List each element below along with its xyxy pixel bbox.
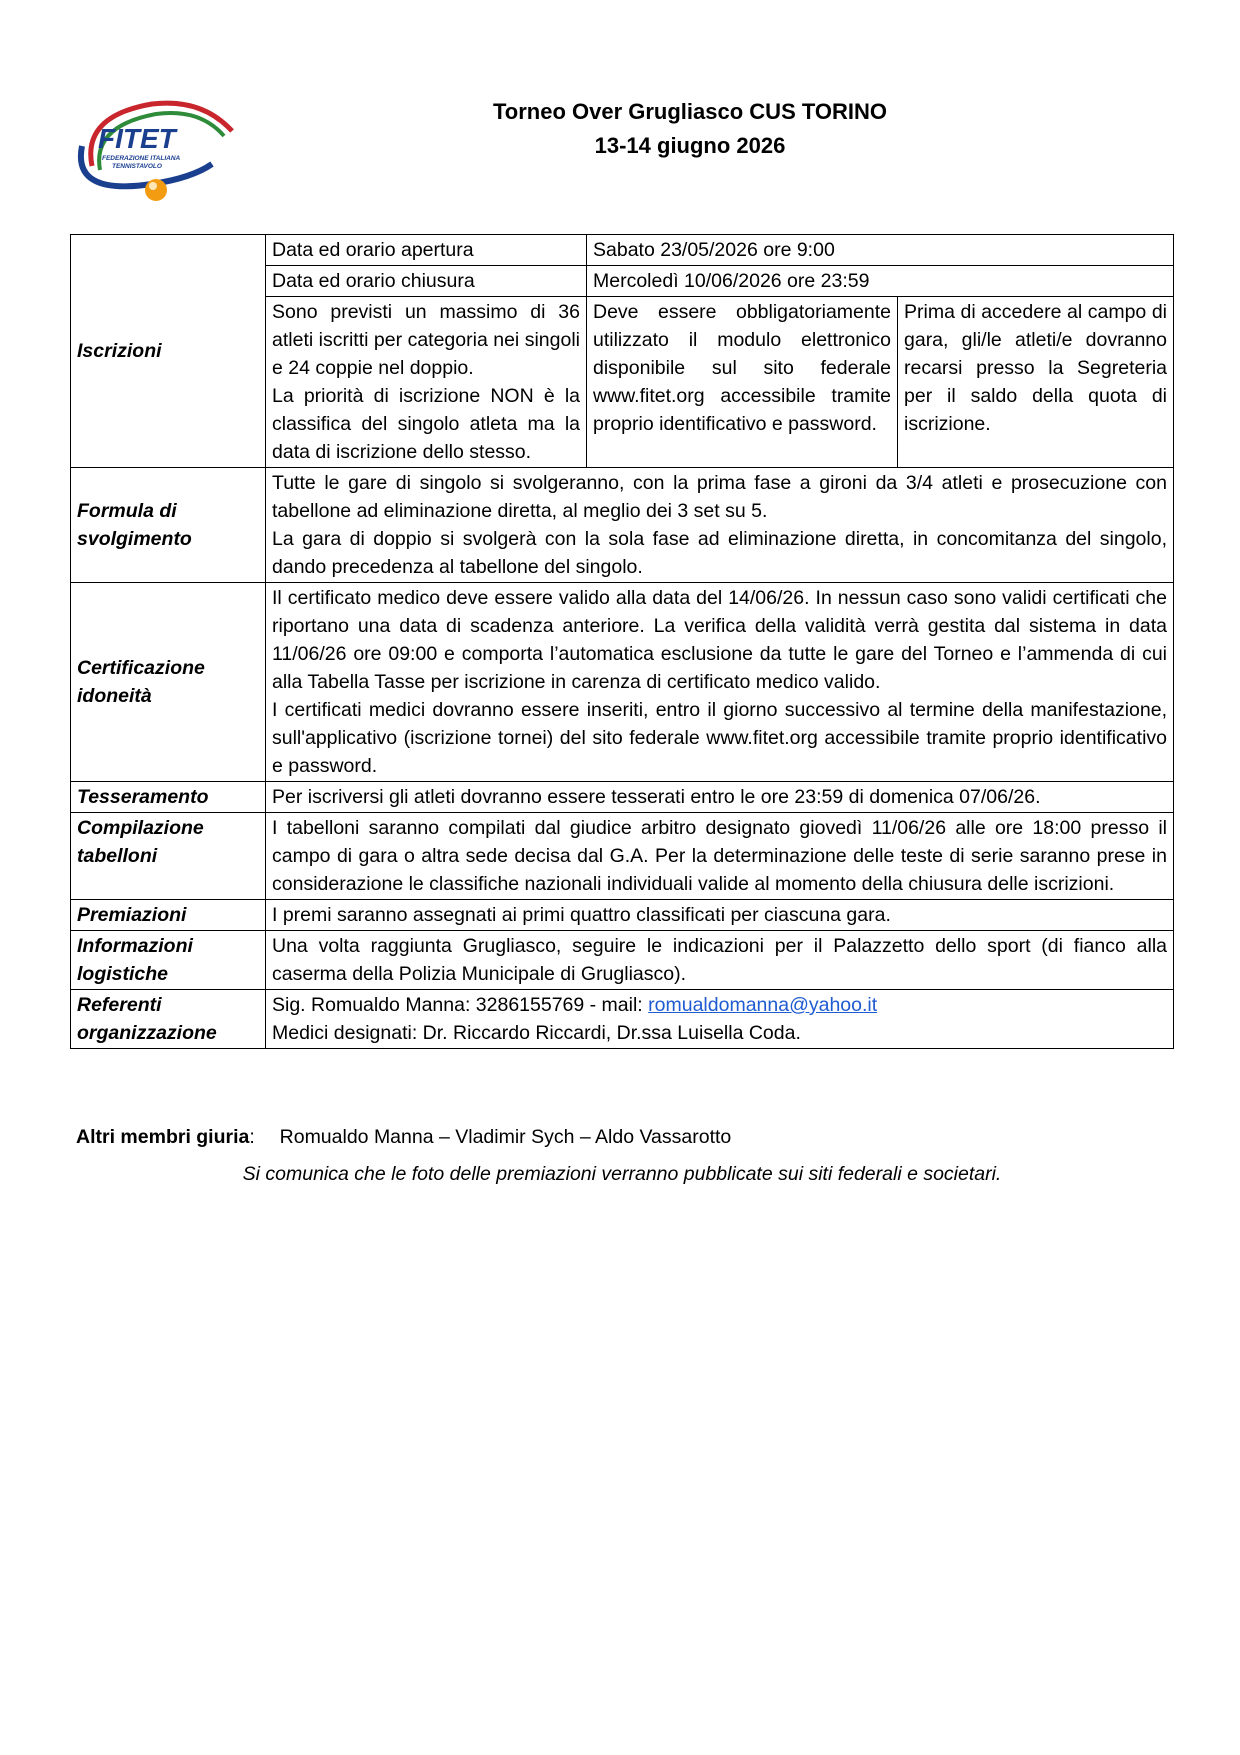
document-title xyxy=(300,95,1080,163)
compilazione-text: I tabelloni saranno compilati dal giudice arbitro designato giovedì 11/06/26 alle ore 18:00 presso il campo di gara o altra sede decisa dal G.A. Per la determinazione delle teste di serie saranno prese in considerazione le classifiche nazionali individuali valide al momento della chiusura delle iscrizioni. xyxy=(266,813,1174,900)
certificazione-cell xyxy=(266,583,1174,782)
formula-cell xyxy=(266,468,1174,583)
label-formula: Formula di svolgimento xyxy=(71,468,266,583)
altri-membri-giuria xyxy=(76,1126,731,1149)
formula-doppio-text: La gara di doppio si svolgerà con la sola fase ad eliminazione diretta, in concomitanza del singolo, dando precedenza al tabellone del singolo. xyxy=(272,528,1167,578)
medici-designati: Medici designati: Dr. Riccardo Riccardi, Dr.ssa Luisella Coda. xyxy=(272,1022,801,1044)
svg-text:TENNISTAVOLO: TENNISTAVOLO xyxy=(112,163,162,170)
svg-text:FEDERAZIONE ITALIANA: FEDERAZIONE ITALIANA xyxy=(102,155,181,162)
referente-name-phone: Sig. Romualdo Manna: 3286155769 - mail: xyxy=(272,994,649,1016)
iscrizioni-massimo-text: Sono previsti un massimo di 36 atleti iscritti per categoria nei singoli e 24 coppie nel doppio. xyxy=(272,301,580,379)
chiusura-value: Mercoledì 10/06/2026 ore 23:59 xyxy=(587,266,1174,297)
apertura-label: Data ed orario apertura xyxy=(266,235,587,266)
title-line-1: Torneo Over Grugliasco CUS TORINO xyxy=(492,99,888,124)
fitet-logo xyxy=(72,86,252,206)
referente-email-link[interactable]: romualdomanna@yahoo.it xyxy=(648,994,878,1016)
altri-membri-value: Romualdo Manna – Vladimir Sych – Aldo Vassarotto xyxy=(279,1126,732,1148)
label-logistiche: Informazioni logistiche xyxy=(71,931,266,990)
label-certificazione: Certificazione idoneità xyxy=(71,583,266,782)
premiazioni-text: I premi saranno assegnati ai primi quattro classificati per ciascuna gara. xyxy=(266,900,1174,931)
altri-membri-colon: : xyxy=(249,1126,255,1148)
certificazione-validita-text: Il certificato medico deve essere valido alla data del 14/06/26. In nessun caso sono validi certificati che riportano una data di scadenza anteriore. La verifica della validità verrà gestita dal sistema in data 11/06/26 ore 09:00 e comporta l’automatica esclusione da tutte le gare del Torneo e l’ammenda di cui alla Tabella Tasse per iscrizione in carenza di certificato medico valido. xyxy=(272,587,1167,693)
logistiche-text: Una volta raggiunta Grugliasco, seguire le indicazioni per il Palazzetto dello sport (di fianco alla caserma della Polizia Municipale di Grugliasco). xyxy=(266,931,1174,990)
iscrizioni-massimo-cell xyxy=(266,297,587,468)
label-iscrizioni: Iscrizioni xyxy=(71,235,266,468)
referenti-cell xyxy=(266,990,1174,1049)
photo-notice: Si comunica che le foto delle premiazioni verranno pubblicate sui siti federali e societari. xyxy=(242,1163,1002,1185)
formula-singolo-text: Tutte le gare di singolo si svolgeranno, con la prima fase a gironi da 3/4 atleti e prosecuzione con tabellone ad eliminazione diretta, al meglio dei 3 set su 5. xyxy=(272,472,1167,522)
chiusura-label: Data ed orario chiusura xyxy=(266,266,587,297)
apertura-value: Sabato 23/05/2026 ore 9:00 xyxy=(587,235,1174,266)
iscrizioni-modulo-text: Deve essere obbligatoriamente utilizzato il modulo elettronico disponibile sul sito federale www.fitet.org accessibile tramite proprio identificativo e password. xyxy=(587,297,898,468)
referente-contact xyxy=(272,991,1167,1019)
label-referenti: Referenti organizzazione xyxy=(71,990,266,1049)
altri-membri-label: Altri membri giuria xyxy=(76,1126,250,1148)
label-compilazione: Compilazione tabelloni xyxy=(71,813,266,900)
tesseramento-text: Per iscriversi gli atleti dovranno essere tesserati entro le ore 23:59 di domenica 07/06/26. xyxy=(266,782,1174,813)
label-tesseramento: Tesseramento xyxy=(71,782,266,813)
svg-text:FITET: FITET xyxy=(98,123,176,154)
title-line-2: 13-14 giugno 2026 xyxy=(594,133,786,158)
iscrizioni-priorita-text: La priorità di iscrizione NON è la classifica del singolo atleta ma la data di iscrizione dello stesso. xyxy=(272,385,580,463)
iscrizioni-segreteria-text: Prima di accedere al campo di gara, gli/le atleti/e dovranno recarsi presso la Segreteria per il saldo della quota di iscrizione. xyxy=(898,297,1174,468)
certificazione-inserimento-text: I certificati medici dovranno essere inseriti, entro il giorno successivo al termine della manifestazione, sull'applicativo (iscrizione tornei) del sito federale www.fitet.org accessibile tramite proprio identificativo e password. xyxy=(272,699,1167,777)
label-premiazioni: Premiazioni xyxy=(71,900,266,931)
tournament-info-table xyxy=(70,234,1174,1049)
